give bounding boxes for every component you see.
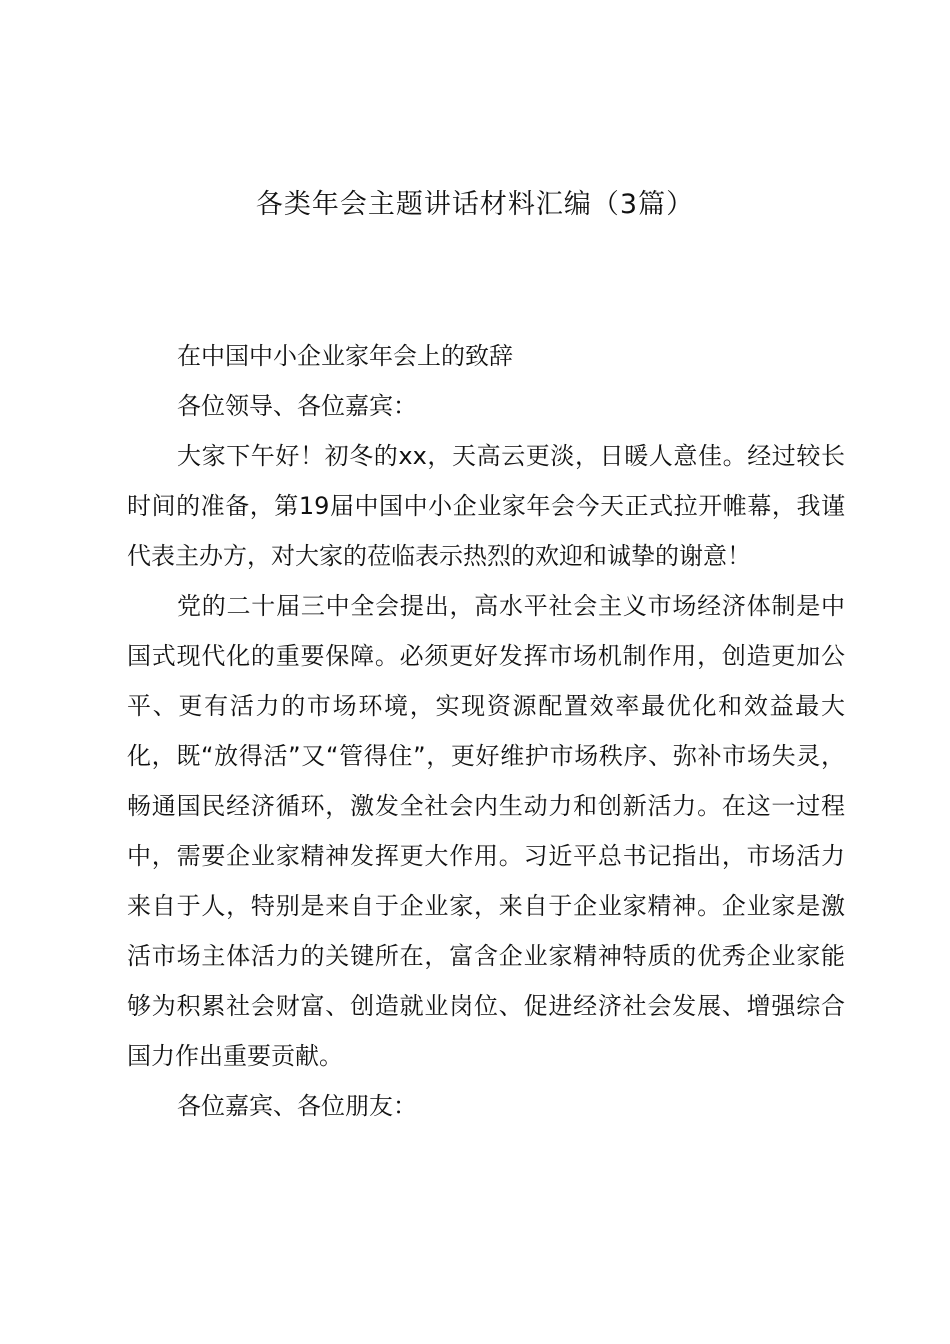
- document-title: 各类年会主题讲话材料汇编（3篇）: [255, 189, 695, 220]
- speech-title: 在中国中小企业家年会上的致辞: [177, 342, 513, 370]
- salutation: 各位领导、各位嘉宾：: [177, 392, 417, 420]
- salutation: 各位嘉宾、各位朋友：: [177, 1092, 417, 1120]
- body-paragraph: 党的二十届三中全会提出，高水平社会主义市场经济体制是中国式现代化的重要保障。必须更好发挥市场机制作用，创造更加公平、更有活力的市场环境，实现资源配置效率最优化和效益最大化，既“放得活”又“管得住”，更好维护市场秩序、弥补市场失灵，畅通国民经济循环，激发全社会内生动力和创新活力。在这一过程中，需要企业家精神发挥更大作用。习近平总书记指出，市场活力来自于人，特别是来自于企业家，来自于企业家精神。企业家是激活市场主体活力的关键所在，富含企业家精神特质的优秀企业家能够为积累社会财富、创造就业岗位、促进经济社会发展、增强综合国力作出重要贡献。: [127, 592, 845, 1070]
- body-paragraph: 大家下午好！初冬的xx，天高云更淡，日暖人意佳。经过较长时间的准备，第19届中国中小企业家年会今天正式拉开帷幕，我谨代表主办方，对大家的莅临表示热烈的欢迎和诚挚的谢意！: [127, 442, 845, 570]
- document-body: [127, 331, 845, 1131]
